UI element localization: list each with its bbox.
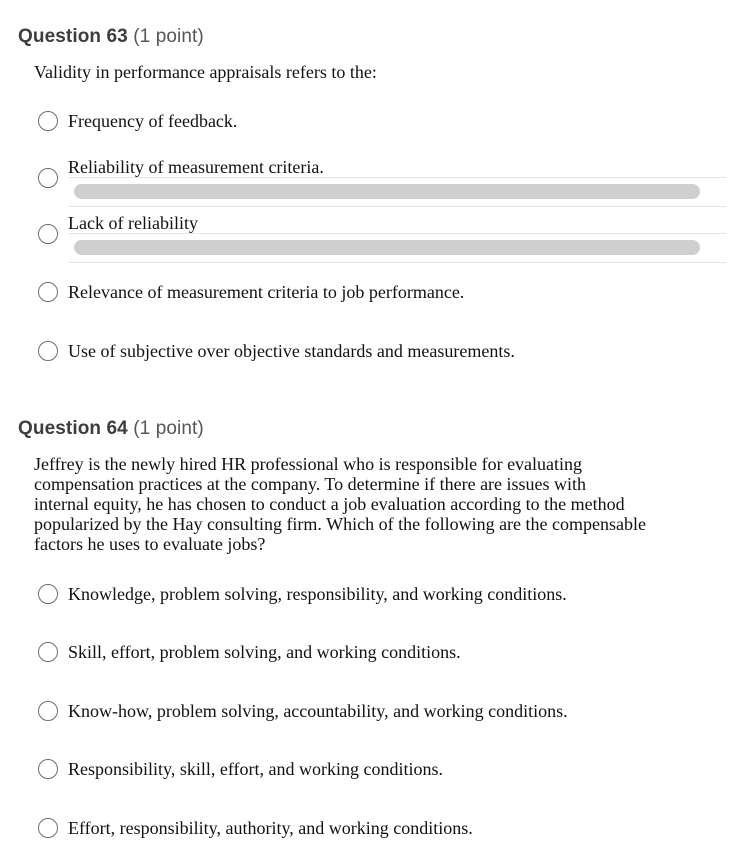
redacted-feedback-area	[68, 233, 726, 263]
option-label[interactable]: Know-how, problem solving, accountability, and working conditions.	[68, 701, 568, 721]
radio-button[interactable]	[38, 818, 58, 838]
radio-button[interactable]	[38, 642, 58, 662]
prompt-line: factors he uses to evaluate jobs?	[34, 534, 266, 554]
option-label[interactable]: Reliability of measurement criteria.	[68, 157, 324, 177]
radio-button[interactable]	[38, 701, 58, 721]
radio-button[interactable]	[38, 584, 58, 604]
radio-button[interactable]	[38, 224, 58, 244]
radio-button[interactable]	[38, 111, 58, 131]
question-63-option-1[interactable]	[38, 111, 732, 135]
radio-button[interactable]	[38, 282, 58, 302]
radio-button[interactable]	[38, 759, 58, 779]
option-label[interactable]: Lack of reliability	[68, 213, 198, 233]
prompt-line: compensation practices at the company. To determine if there are issues with	[34, 474, 587, 494]
question-64-option-1[interactable]	[38, 584, 732, 608]
option-label[interactable]: Frequency of feedback.	[68, 111, 238, 131]
option-label[interactable]: Knowledge, problem solving, responsibility, and working conditions.	[68, 584, 567, 604]
radio-button[interactable]	[38, 341, 58, 361]
option-label[interactable]: Responsibility, skill, effort, and working conditions.	[68, 759, 443, 779]
question-63-option-4[interactable]	[38, 282, 732, 306]
redacted-bar	[74, 240, 700, 255]
question-points: (1 point)	[133, 26, 204, 47]
question-63-header	[18, 26, 204, 48]
option-label[interactable]: Effort, responsibility, authority, and working conditions.	[68, 818, 473, 838]
question-64-option-4[interactable]	[38, 759, 732, 783]
question-number: Question 63	[18, 26, 128, 47]
question-64-prompt	[34, 454, 724, 554]
option-label[interactable]: Use of subjective over objective standards and measurements.	[68, 341, 515, 361]
question-64-option-3[interactable]	[38, 701, 732, 725]
prompt-line: popularized by the Hay consulting firm. Which of the following are the compensable	[34, 514, 646, 534]
question-64-option-5[interactable]	[38, 818, 732, 842]
redacted-feedback-area	[68, 177, 726, 207]
redacted-bar	[74, 184, 700, 199]
radio-button[interactable]	[38, 168, 58, 188]
question-points: (1 point)	[133, 418, 204, 439]
question-63-prompt: Validity in performance appraisals refers to the:	[34, 62, 377, 82]
prompt-line: Jeffrey is the newly hired HR professional who is responsible for evaluating	[34, 454, 583, 474]
option-label[interactable]: Skill, effort, problem solving, and working conditions.	[68, 642, 461, 662]
option-label[interactable]: Relevance of measurement criteria to job performance.	[68, 282, 465, 302]
question-63-option-5[interactable]	[38, 341, 732, 365]
question-64-header	[18, 418, 204, 440]
question-64-option-2[interactable]	[38, 642, 732, 666]
question-number: Question 64	[18, 418, 128, 439]
prompt-line: internal equity, he has chosen to conduct a job evaluation according to the method	[34, 494, 625, 514]
